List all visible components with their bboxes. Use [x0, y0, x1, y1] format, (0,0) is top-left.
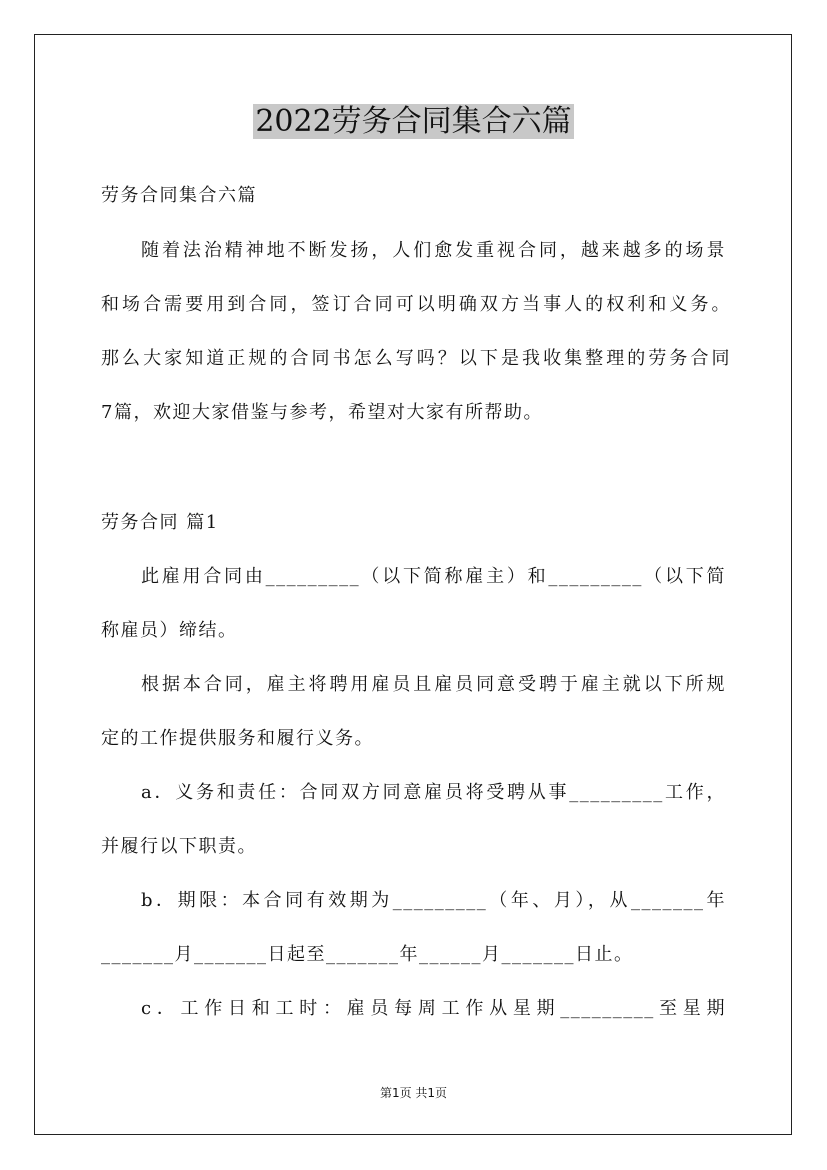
intro-line: 和场合需要用到合同，签订合同可以明确双方当事人的权利和义务。	[101, 294, 731, 315]
page-footer: 第1页 共1页	[379, 1086, 448, 1100]
intro-line: 那么大家知道正规的合同书怎么写吗？以下是我收集整理的劳务合同	[101, 348, 731, 369]
intro-line: 随着法治精神地不断发扬，人们愈发重视合同，越来越多的场景	[141, 240, 726, 261]
document-title-wrap	[0, 103, 827, 141]
body-line: 此雇用合同由_________（以下简称雇主）和_________（以下简	[141, 566, 726, 587]
body-line: _______月_______日起至_______年______月_______日止。	[101, 944, 634, 965]
body-line: 称雇员）缔结。	[101, 620, 238, 641]
body-line: a．义务和责任：合同双方同意雇员将受聘从事_________工作，	[141, 782, 726, 803]
document-subtitle: 劳务合同集合六篇	[101, 185, 257, 206]
intro-line: 7篇，欢迎大家借鉴与参考，希望对大家有所帮助。	[101, 402, 543, 423]
body-line: 根据本合同，雇主将聘用雇员且雇员同意受聘于雇主就以下所规	[141, 674, 726, 695]
section-heading: 劳务合同 篇1	[101, 512, 219, 533]
body-line: c．工作日和工时：雇员每周工作从星期_________至星期	[141, 998, 726, 1019]
document-title: 2022劳务合同集合六篇	[255, 104, 572, 139]
body-line: 定的工作提供服务和履行义务。	[101, 728, 374, 749]
body-line: 并履行以下职责。	[101, 836, 257, 857]
body-line: b．期限：本合同有效期为_________（年、月），从_______年	[141, 890, 726, 911]
